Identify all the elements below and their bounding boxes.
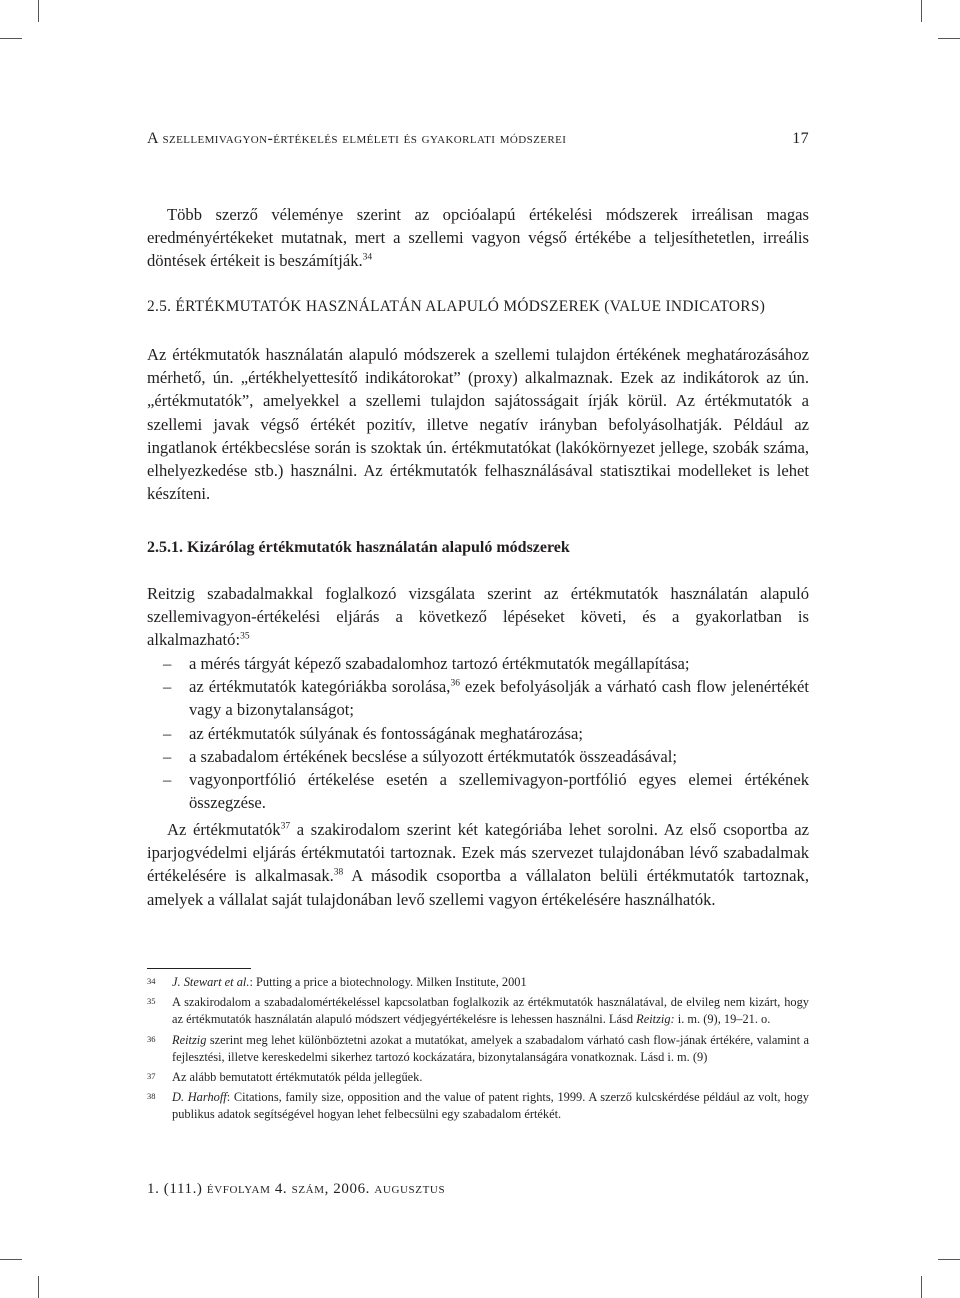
crop-mark-top-left bbox=[38, 0, 39, 22]
issue-footer: 1. (111.) évfolyam 4. szám, 2006. augusztus bbox=[147, 1181, 446, 1197]
footnote-36: 36 Reitzig szerint meg lehet különböztetni azokat a mutatókat, amelyek a szabadalom várható cash flow-jának értékére, valamint a fejlesztési, illetve kereskedelmi sikerhez tartozó kockázatára, bizonytalanságára vonatkoznak. Lásd i. m. (9) bbox=[147, 1032, 809, 1064]
crop-mark-bottom-right-h bbox=[938, 1259, 960, 1260]
running-title: A szellemivagyon-értékelés elméleti és gyakorlati módszerei bbox=[147, 130, 567, 147]
paragraph-reitzig: Reitzig szabadalmakkal foglalkozó vizsgálata szerint az értékmutatók használatán alapuló szellemivagyon-értékelési eljárás a következő lépéseket követi, és a gyakorlatban is alkalmazható:$^{35}$ bbox=[147, 584, 809, 650]
footnote-ref-35[interactable]: 35 bbox=[240, 631, 250, 642]
list-item: – az értékmutatók kategóriákba sorolása,$^{36}$ ezek befolyásolják a várható cash flow jelenértékét vagy a bizonytalanságot; bbox=[163, 677, 809, 720]
list-item: – vagyonportfólió értékelése esetén a szellemivagyon-portfólió egyes elemei értékének összegzése. bbox=[163, 770, 809, 813]
footnote-35: 35 A szakirodalom a szabadalomértékeléssel kapcsolatban foglalkozik az értékmutatók használatával, de elvileg nem kizárt, hogy az értékmutatók használatán alapuló módszert védjegyértékelésre is lehessen használni. Lásd Reitzig: i. m. (9), 19–21. o. bbox=[147, 995, 809, 1027]
crop-mark-bottom-right bbox=[921, 1276, 922, 1298]
paragraph-ertekmutatok: Az értékmutatók használatán alapuló módszerek a szellemi tulajdon értékének meghatározásához mérhető, ún. „értékhelyettesítő indikátorokat” (proxy) alkalmaznak. Ezek az indikátorok az ún. „értékmutatók”, amelyekkel a szellemi tulajdon sajátosságait írják körül. Az értékmutatók a szellemi javak végső értékét pozitív, illetve negatív irányban befolyásolhatják. Például az ingatlanok értékbecslése során is szoktak ún. értékmutatókat (lakókörnyezet jellege, szobák száma, elhelyezkedése stb.) használni. Az értékmutatók felhasználásával statisztikai modelleket is lehet készíteni. bbox=[147, 345, 809, 504]
subsection-heading: 2.5.1. Kizárólag értékmutatók használatán alapuló módszerek bbox=[147, 539, 570, 556]
paragraph-kategoriak: Az értékmutatók$^{37}$ a szakirodalom szerint két kategóriába lehet sorolni. Az első csoportba az iparjogvédelmi eljárás értékmutatói tartoznak. Ezek más szervezet tulajdonában lévő szabadalmak értékelésére is alkalmasak.$^{38}$ A második csoportba a vállalaton belüli értékmutatók tartoznak, amelyek a vállalat saját tulajdonában levő szellemi vagyon értékelésére használhatók. bbox=[147, 820, 810, 909]
footnote-ref-34[interactable]: 34 bbox=[362, 252, 373, 263]
footnote-38: 38 D. Harhoff: Citations, family size, opposition and the value of patent rights, 1999. A szerző kulcskérdése például az volt, hogy publikus adatok segítségével hogyan lehet felbecsülni egy szabadalom értékét. bbox=[147, 1090, 809, 1122]
footnotes bbox=[147, 974, 809, 1124]
crop-mark-bottom-left-h bbox=[0, 1259, 22, 1260]
crop-mark-top-right bbox=[921, 0, 922, 22]
running-head bbox=[147, 130, 809, 148]
list-item: – az értékmutatók súlyának és fontosságának meghatározása; bbox=[163, 723, 583, 743]
footnote-divider bbox=[147, 968, 251, 969]
list-item: – a szabadalom értékének becslése a súlyozott értékmutatók összeadásával; bbox=[163, 746, 677, 766]
crop-mark-bottom-left bbox=[38, 1276, 39, 1298]
footnote-34: 34 J. Stewart et al.: Putting a price a biotechnology. Milken Institute, 2001 bbox=[147, 975, 527, 989]
list-item: – a mérés tárgyát képező szabadalomhoz tartozó értékmutatók megállapítása; bbox=[163, 654, 690, 673]
page-number: 17 bbox=[792, 130, 809, 147]
steps-list bbox=[147, 652, 809, 814]
footnote-37: 37 Az alább bemutatott értékmutatók példa jellegűek. bbox=[147, 1070, 423, 1085]
section-heading: 2.5. ÉRTÉKMUTATÓK HASZNÁLATÁN ALAPULÓ MÓDSZEREK (VALUE INDICATORS) bbox=[147, 298, 766, 315]
footnote-ref-37[interactable]: 37 bbox=[280, 821, 291, 832]
footnote-ref-36[interactable]: 36 bbox=[450, 678, 460, 689]
footnote-ref-38[interactable]: 38 bbox=[333, 867, 344, 878]
crop-mark-top-left-h bbox=[0, 38, 22, 39]
crop-mark-top-right-h bbox=[938, 38, 960, 39]
paragraph-opcio: Több szerző véleménye szerint az opcióalapú értékelési módszerek irreálisan magas eredményértékeket mutatnak, mert a szellemi vagyon végső értékébe a teljesíthetetlen, irreális döntések értékeit is beszámítják.$^{34}$ bbox=[147, 205, 809, 271]
